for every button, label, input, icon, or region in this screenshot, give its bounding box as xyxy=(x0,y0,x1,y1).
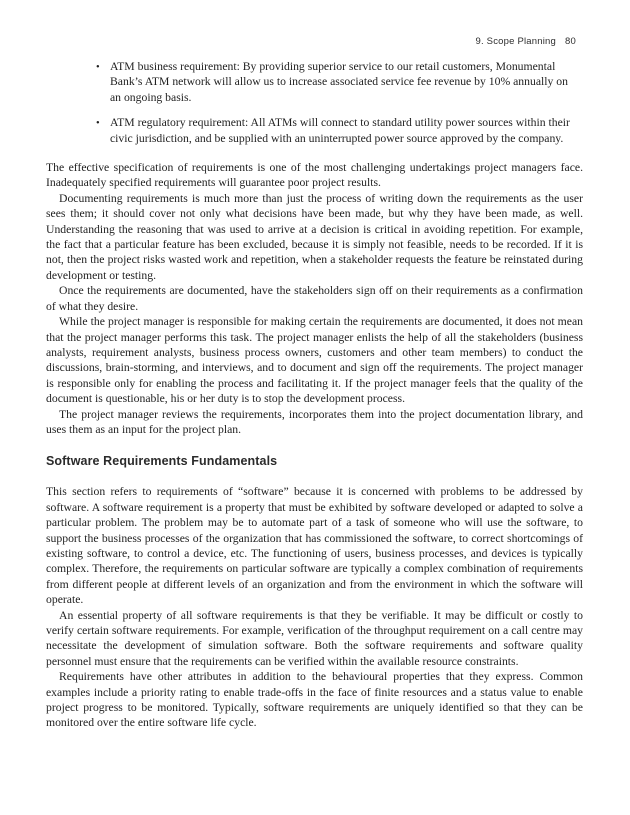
atm-requirements-list xyxy=(96,59,570,146)
running-header xyxy=(46,36,583,48)
paragraph: Documenting requirements is much more than just the process of writing down the requirements as the user sees them; it should cover not only what decisions have been made, but why they have been made, as well. Understanding the reasoning that was used to arrive at a decision is critical in avoiding repetition. For example, the fact that a particular feature has been excluded, because it is simply not feasible, needs to be recorded. If it is not, then the project risks wasted work and repetition, when a stakeholder requests the feature be reinstated during development or testing. xyxy=(46,191,583,282)
bullet-icon: • xyxy=(96,117,100,129)
paragraph: This section refers to requirements of “software” because it is concerned with problems to be addressed by software. A software requirement is a property that must be exhibited by software developed or adapted to solve a particular problem. The problem may be to automate part of a task of someone who will use the software, to support the business processes of the organization that has commissioned the software, to correct shortcomings of existing software, to control a device, etc. The functioning of users, business processes, and devices is typically complex. Therefore, the requirements on particular software are typically a complex combination of requirements from different people at different levels of an organization and from the environment in which the software will operate. xyxy=(46,485,583,607)
paragraph: Requirements have other attributes in addition to the behavioural properties that they express. Common examples include a priority rating to enable trade-offs in the face of finite resources and a status value to enable project progress to be monitored. Typically, software requirements are uniquely identified so that they can be monitored over the entire software life cycle. xyxy=(46,670,583,730)
list-item xyxy=(96,59,570,105)
paragraph: Once the requirements are documented, have the stakeholders sign off on their requirements as a confirmation of what they desire. xyxy=(46,284,583,313)
paragraph: The effective specification of requirements is one of the most challenging undertakings project managers face. Inadequately specified requirements will guarantee poor project results. xyxy=(46,161,583,190)
bullet-text: ATM business requirement: By providing superior service to our retail customers, Monumental Bank’s ATM network will allow us to increase associated service fee revenue by 10% annually on an ongoing basis. xyxy=(110,60,568,104)
section-heading: Software Requirements Fundamentals xyxy=(46,454,278,469)
running-header-title: 9. Scope Planning xyxy=(475,36,557,47)
page-content xyxy=(46,59,583,731)
list-item xyxy=(96,115,570,146)
bullet-icon: • xyxy=(96,61,100,73)
paragraph: The project manager reviews the requirements, incorporates them into the project documentation library, and uses them as an input for the project plan. xyxy=(46,407,583,436)
paragraph: While the project manager is responsible for making certain the requirements are documented, it does not mean that the project manager performs this task. The project manager enlists the help of all the stakeholders (business analysts, requirement analysts, business process owners, customers and other team members) to conduct the discussions, brain-storming, and interviews, and to document and sign off the requirements. The project manager is responsible only for enabling the process and facilitating it. If the project manager feels that the quality of the document is questionable, his or her duty is to stop the development process. xyxy=(46,315,583,406)
paragraph: An essential property of all software requirements is that they be verifiable. It may be difficult or costly to verify certain software requirements. For example, verification of the throughput requirement on a call centre may necessitate the development of simulation software. Both the software requirements and software quality personnel must ensure that the requirements can be verified within the available resource constraints. xyxy=(46,608,583,668)
page-number: 80 xyxy=(565,36,576,47)
bullet-text: ATM regulatory requirement: All ATMs will connect to standard utility power sources within their civic jurisdiction, and be supplied with an uninterrupted power source approved by the company. xyxy=(110,116,570,145)
